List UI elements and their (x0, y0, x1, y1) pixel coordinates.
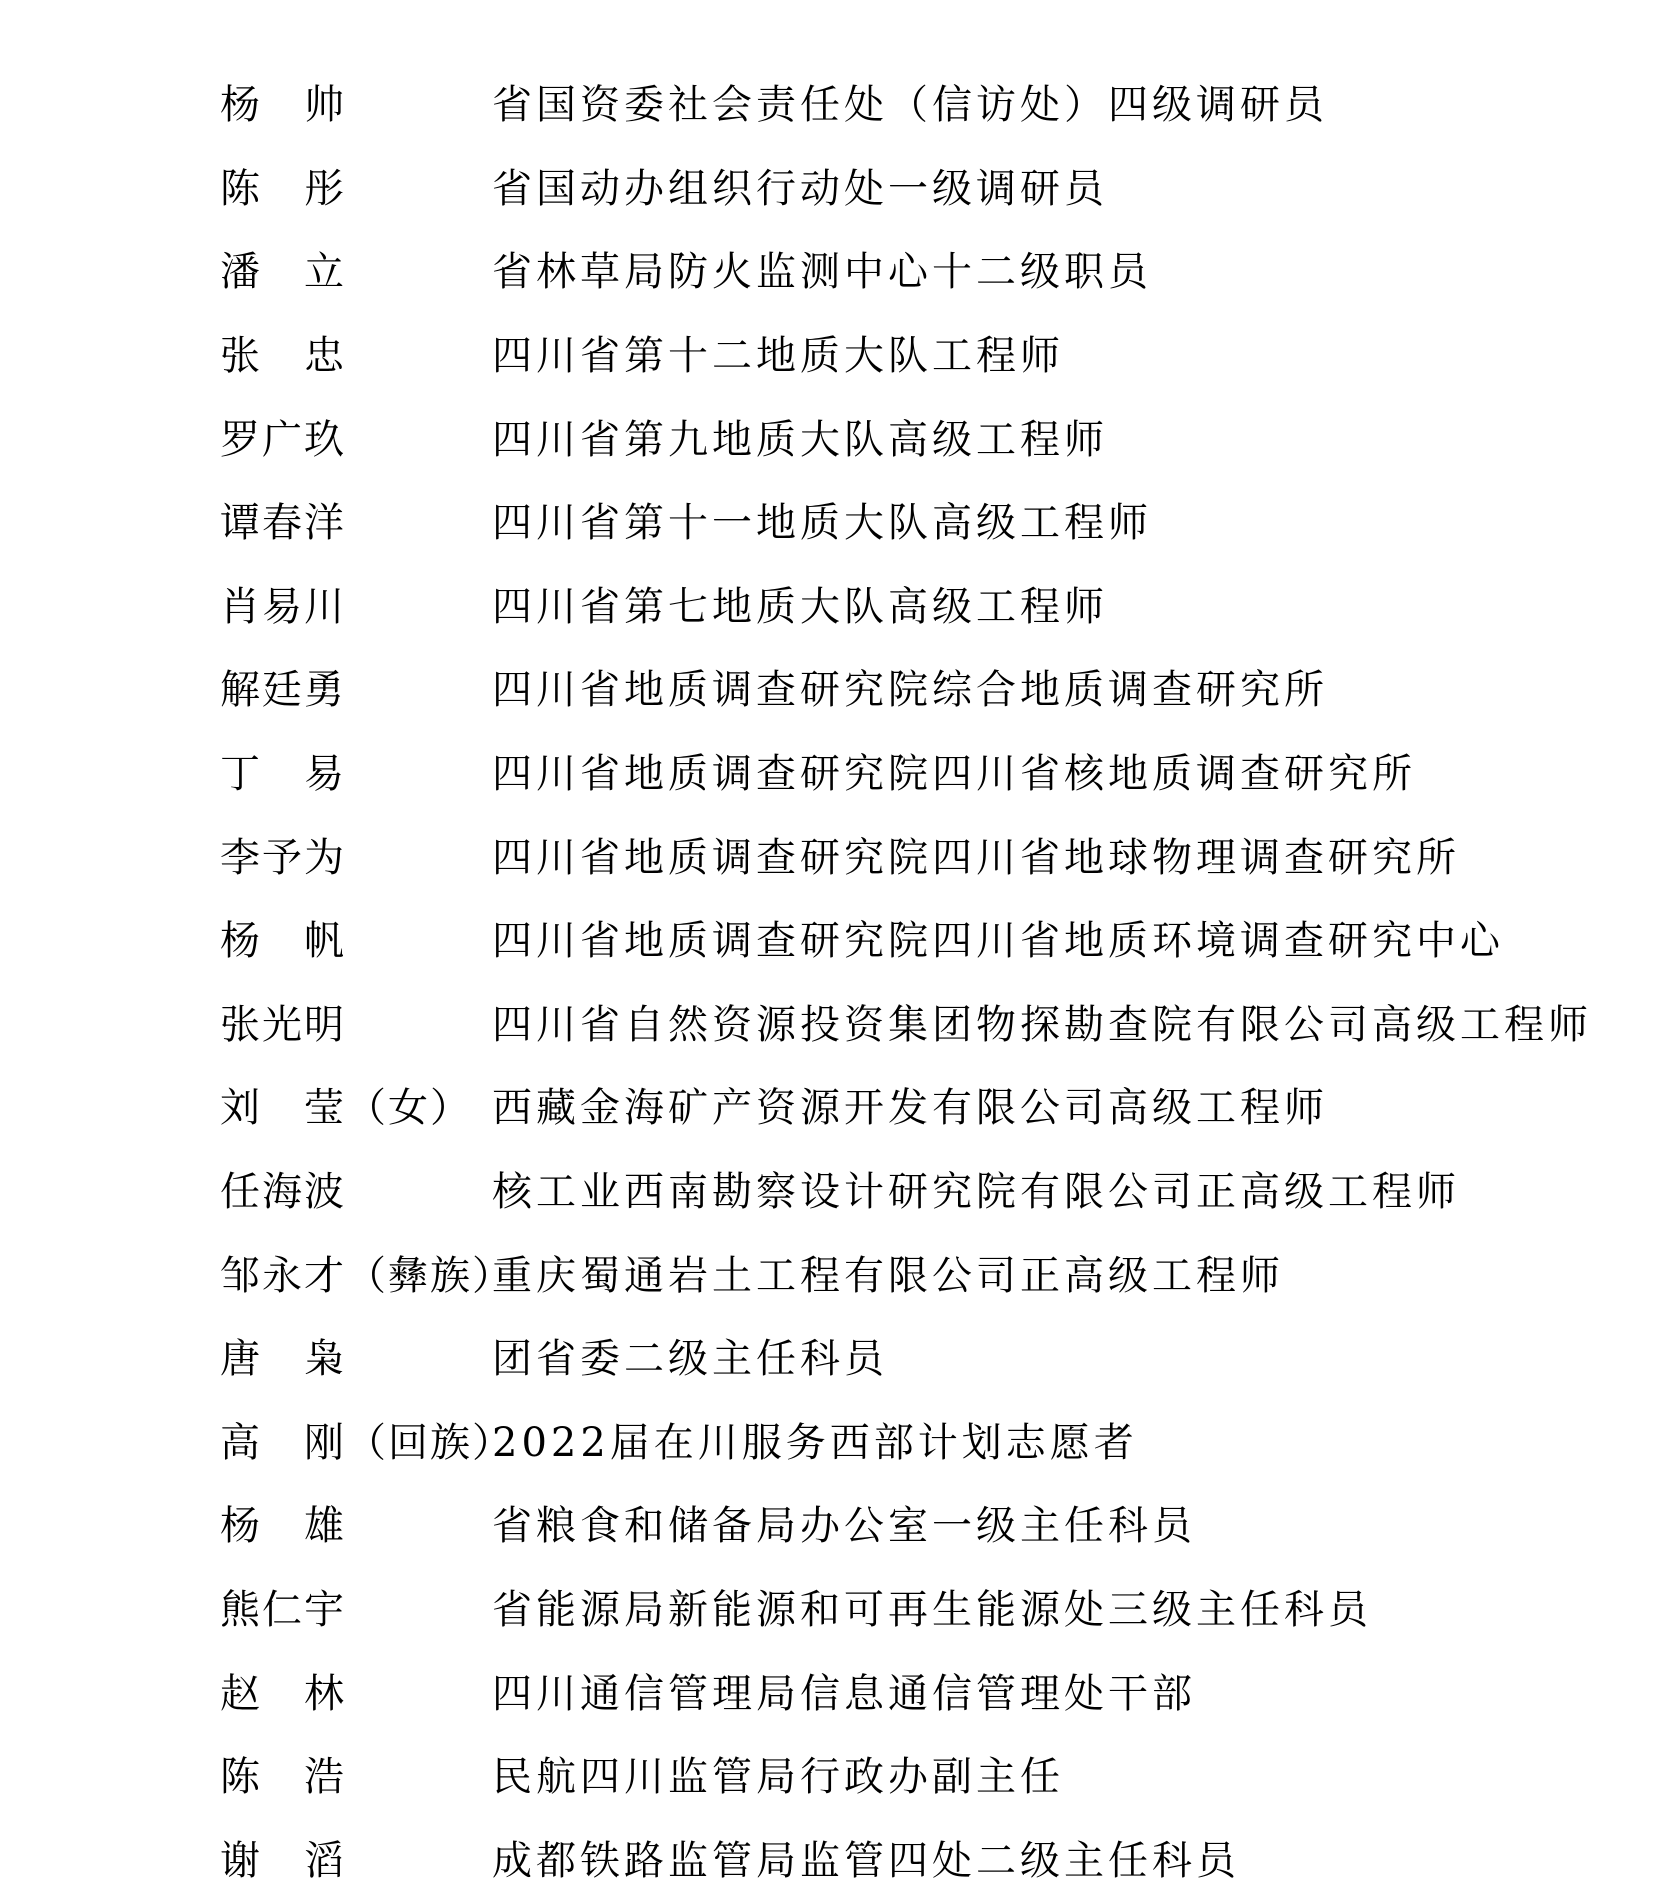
person-unit: 四川省第七地质大队高级工程师 (492, 583, 1108, 630)
list-item (220, 60, 1520, 144)
person-name: 张光明 (220, 1001, 346, 1048)
list-item (220, 1648, 1520, 1732)
person-unit: 省国资委社会责任处（信访处）四级调研员 (492, 82, 1328, 129)
person-name: 肖易川 (220, 583, 346, 630)
person-name: 熊仁宇 (220, 1586, 346, 1633)
person-unit: 核工业西南勘察设计研究院有限公司正高级工程师 (492, 1169, 1460, 1216)
list-item (220, 562, 1520, 646)
person-name: 高 刚（回族） (220, 1419, 514, 1466)
person-unit: 重庆蜀通岩土工程有限公司正高级工程师 (492, 1252, 1284, 1299)
list-item (220, 1481, 1520, 1565)
list-item (220, 144, 1520, 228)
person-name: 赵 林 (220, 1670, 346, 1717)
person-name: 谢 滔 (220, 1837, 346, 1884)
list-item (220, 812, 1520, 896)
list-item (220, 227, 1520, 311)
person-name: 解廷勇 (220, 667, 346, 714)
list-item (220, 896, 1520, 980)
person-unit: 四川省第十二地质大队工程师 (492, 333, 1064, 380)
person-unit: 四川省第九地质大队高级工程师 (492, 416, 1108, 463)
person-unit: 民航四川监管局行政办副主任 (492, 1754, 1064, 1801)
person-unit: 四川省地质调查研究院综合地质调查研究所 (492, 667, 1328, 714)
person-name: 陈 浩 (220, 1754, 346, 1801)
list-item (220, 478, 1520, 562)
person-unit: 四川省地质调查研究院四川省地球物理调查研究所 (492, 834, 1460, 881)
person-unit: 省国动办组织行动处一级调研员 (492, 165, 1108, 212)
list-item (220, 1398, 1520, 1482)
list-item (220, 1230, 1520, 1314)
person-unit: 四川省第十一地质大队高级工程师 (492, 500, 1152, 547)
person-unit: 四川省自然资源投资集团物探勘查院有限公司高级工程师 (492, 1001, 1592, 1048)
person-unit: 成都铁路监管局监管四处二级主任科员 (492, 1837, 1240, 1884)
person-unit: 四川省地质调查研究院四川省地质环境调查研究中心 (492, 918, 1504, 965)
person-name: 陈 彤 (220, 165, 346, 212)
person-unit: 西藏金海矿产资源开发有限公司高级工程师 (492, 1085, 1328, 1132)
person-name: 杨 雄 (220, 1503, 346, 1550)
person-name: 唐 枭 (220, 1336, 346, 1383)
list-item (220, 1565, 1520, 1649)
person-unit: 四川通信管理局信息通信管理处干部 (492, 1670, 1196, 1717)
list-item (220, 394, 1520, 478)
person-name: 任海波 (220, 1169, 346, 1216)
list-item (220, 1063, 1520, 1147)
person-name: 杨 帆 (220, 918, 346, 965)
list-item (220, 729, 1520, 813)
list-item (220, 311, 1520, 395)
person-name: 邹永才（彝族） (220, 1252, 514, 1299)
list-item (220, 1732, 1520, 1816)
person-name: 刘 莹（女） (220, 1085, 472, 1132)
list-item (220, 980, 1592, 1064)
person-unit: 省粮食和储备局办公室一级主任科员 (492, 1503, 1196, 1550)
list-item (220, 1147, 1520, 1231)
list-item (220, 1815, 1520, 1899)
name-list (220, 60, 1592, 1899)
person-name: 李予为 (220, 834, 346, 881)
person-name: 罗广玖 (220, 416, 346, 463)
person-unit: 省林草局防火监测中心十二级职员 (492, 249, 1152, 296)
person-unit: 2022届在川服务西部计划志愿者 (492, 1419, 1138, 1466)
person-name: 张 忠 (220, 333, 346, 380)
person-unit: 省能源局新能源和可再生能源处三级主任科员 (492, 1586, 1372, 1633)
person-name: 杨 帅 (220, 82, 346, 129)
person-unit: 四川省地质调查研究院四川省核地质调查研究所 (492, 751, 1416, 798)
person-name: 谭春洋 (220, 500, 346, 547)
person-name: 丁 易 (220, 751, 346, 798)
list-item (220, 645, 1520, 729)
person-name: 潘 立 (220, 249, 346, 296)
list-item (220, 1314, 1520, 1398)
person-unit: 团省委二级主任科员 (492, 1336, 888, 1383)
